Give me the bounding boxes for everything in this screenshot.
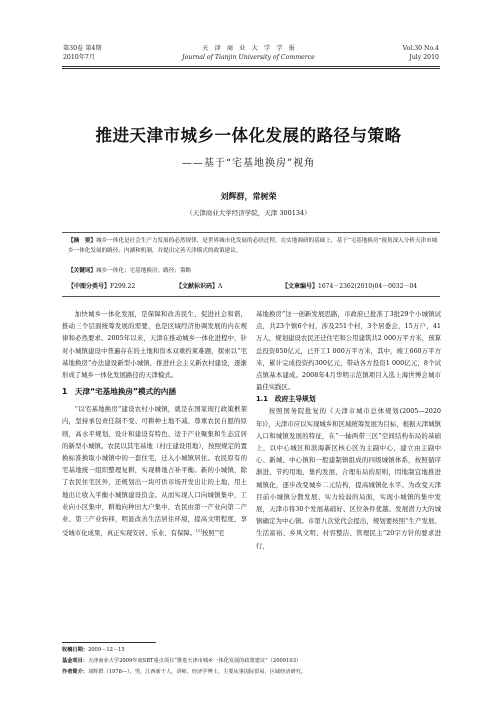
clc-value: F299.22 xyxy=(110,283,136,290)
abstract xyxy=(68,236,438,256)
clc-number xyxy=(68,281,135,290)
footnote-fund xyxy=(62,657,442,666)
clc-label: 【中图分类号】 xyxy=(68,283,111,290)
body-left-column xyxy=(62,308,247,540)
article-number xyxy=(282,281,417,290)
author-bio-text: 刘辉群（1978—），男，江西新干人，讲师，经济学博士，主要从事国际贸易、区域经济研究。 xyxy=(87,669,307,675)
section-1-text: “以宅基地换房”建设农村小城镇，就是在国家现行政策框架内，坚持承包责任制不变、可耕种土地不减、尊重农民自愿的原则，高水平规划、设计和建设有特色、适于产业聚集和生态宜居的新型小城镇。农民以其宅基地（村庄建设用地），按照规定的置换标准换取小城镇中的一套住宅，迁入小城镇居住。农民原有的宅基地统一组织整理复耕，实现耕地占补平衡。新的小城镇，除了农民住宅区外，还规划出一块可供市场开发出让的土地，用土地出让收入平衡小城镇建设资金。从而实现人口向城镇集中，工业向小区集中，耕地向种田大户集中，农民由第一产业向第二产业、第三产业转移，明显改善生活居住环境，提高文明程度，享受城市化成果，真正实现安居、乐业、有保障。 xyxy=(62,405,247,538)
received-date: 2009－12－15 xyxy=(87,647,125,653)
fund-text: 天津商业大学2009年度SBT重点项目“推进天津市城乡一体化发展的政策建议”（2009103） xyxy=(87,658,302,664)
doc-code-label: 【文献标识码】 xyxy=(176,283,219,290)
abstract-text: 城乡一体化是社会生产力发展的必然规律，是世界城市化发展的必经过程。在实地调研的基础上，基于“宅基地换房”视角深入分析天津市城乡一体化发展的路径、内涵和机制，并提出完善天津模式的政策建议。 xyxy=(68,238,438,254)
received-label: 收稿日期： xyxy=(62,647,88,653)
header-rule xyxy=(62,66,440,67)
abstract-label: 【摘 要】 xyxy=(68,238,96,244)
article-subtitle: ——基于“宅基地换房”视角 xyxy=(181,158,316,169)
section-1-1-paragraph: 按照国务院批复的《天津市城市总体规划(2005—2020年)》，天津市应以实现城乡和区域统筹发展为目标，根据天津城镇人口和城镇发展的特征，在“一轴两带三区”空间结构布局的基础上，以中心城区和滨海新区核心区为主副中心，建立由主副中心、新城、中心镇和一般建制镇组成的四级城镇体系，按照循序渐进、节约用地、集约发展、合理布局的原则，因地制宜地推进城镇化，逐步改变城乡二元结构，提高城镇化水平。为改变天津目前小城镇分散发展、实力较弱的局面，实现小城镇的集中发展，天津市将30个发展基础好、区位条件优越、发展潜力大的城镇确定为中心镇。市第九次党代会提出，规划要按照“生产发展、生活富裕、乡风文明、村容整洁、管理民主”20字方针的要求进行， xyxy=(256,407,441,550)
header-volume-en xyxy=(403,44,439,62)
document-code xyxy=(176,281,222,290)
header-volume-issue: 第30卷 第4期 xyxy=(63,45,102,52)
continued-paragraph: 基地换房”这一创新发展思路，市政府已批准了3批29个小城镇试点，共23个镇6个村，涉及251个村，3个居委会，15万户，41万人，规划建设农民还迁住宅和公用建筑共2 000万平方米，预算总投资850亿元，已开工1 000万平方米，其中，竣工660万平方米，累计完成投资约300亿元，带动各方投资1 000亿元，8个试点镇基本建成。2008年4月华明示范镇项目入选上海世博会城市最佳实践区。 xyxy=(256,310,441,392)
header-date-cn: 2010年7月 xyxy=(63,54,96,61)
article-no-label: 【文章编号】 xyxy=(282,283,319,290)
article-authors: 刘辉群，常树荣 xyxy=(220,191,277,201)
section-1-heading: 1 天津“宅基地换房”模式的内涵 xyxy=(62,387,176,397)
footnote-author xyxy=(62,668,442,677)
section-1-paragraph xyxy=(62,403,247,539)
body-right-column xyxy=(256,308,441,552)
header-journal-en: Journal of Tianjin University of Commerce xyxy=(182,54,315,61)
keywords-text: 城乡一体化；宅基地换房；路径；策略 xyxy=(95,268,192,274)
header-vol-no: Vol.30 No.4 xyxy=(402,45,439,52)
header-journal-cn: 天 津 商 业 大 学 学 报 xyxy=(202,45,295,52)
section-1-1-heading: 1.1 政府主导规划 xyxy=(256,395,316,404)
section-1-tail: 按照“宅 xyxy=(201,529,225,538)
keywords-label: 【关键词】 xyxy=(68,268,96,274)
header-date-en: July 2010 xyxy=(409,54,439,61)
article-no-value: 1674－2362(2010)04－0032－04 xyxy=(318,283,418,290)
citation-ref: [1] xyxy=(196,528,202,534)
intro-paragraph: 加快城乡一体化发展，是保障和改善民生、促进社会和谐，推动三个层面统筹发展的需要，也是区域经济协调发展的内在规律和必然要求。2005年以来，天津在推动城乡一体化进程中，针对小城镇建设中普遍存在的土地和资本双重约束难题，探索以“宅基地换房”办法建设新型小城镇，推进社会主义新农村建设，逐渐形成了城乡一体化发展路径的天津模式。 xyxy=(62,310,247,380)
doc-code-value: A xyxy=(218,283,223,290)
header-rule-thin xyxy=(62,68,440,69)
footnote-received xyxy=(62,646,442,655)
footnote-rule xyxy=(62,642,156,643)
keywords xyxy=(68,266,438,276)
abstract-bottom-rule xyxy=(62,296,440,297)
author-bio-label: 作者简介： xyxy=(62,669,88,675)
fund-label: 基金项目： xyxy=(62,658,88,664)
abstract-top-rule xyxy=(62,232,440,233)
article-title: 推进天津市城乡一体化发展的路径与策略 xyxy=(95,126,402,145)
article-affiliation: （天津商业大学经济学院，天津 300134） xyxy=(186,209,311,217)
